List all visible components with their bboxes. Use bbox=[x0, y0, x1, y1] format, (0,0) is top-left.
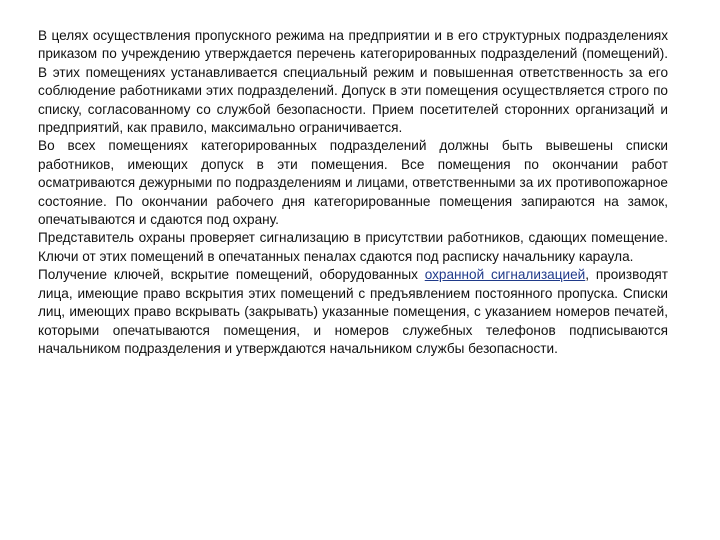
paragraph-3: Представитель охраны проверяет сигнализацию в присутствии работников, сдающих помещение. Ключи от этих помещений в опечатанных пеналах сдаются под расписку начальнику караула. bbox=[38, 230, 668, 264]
paragraph-4 bbox=[38, 266, 668, 358]
slide-text-body bbox=[38, 27, 668, 358]
security-alarm-link[interactable]: охранной сигнализацией bbox=[424, 267, 586, 283]
paragraph-2: Во всех помещениях категорированных подразделений должны быть вывешены списки работников, имеющих допуск в эти помещения. Все помещения по окончании работ осматриваются дежурными по подразделениям и лицами, ответственными за их противопожарное состояние. По окончании рабочего дня категорированные помещения запираются на замок, опечатываются и сдаются под охрану. bbox=[38, 138, 668, 228]
paragraph-4-end: , производят лица, имеющие право вскрытия этих помещений с предъявлением постоянного пропуска. Списки лиц, имеющих право вскрывать (закрывать) указанные помещения, с указанием номеров печатей, которыми опечатываются помещения, и номеров служебных телефонов подписываются начальником подразделения и утверждаются начальником службы безопасности. bbox=[38, 267, 668, 356]
paragraph-4-start: Получение ключей, вскрытие помещений, оборудованных bbox=[38, 267, 425, 283]
paragraph-1: В целях осуществления пропускного режима на предприятии и в его структурных подразделениях приказом по учреждению утверждается перечень категорированных подразделений (помещений). В этих помещениях устанавливается специальный режим и повышенная ответственность за его соблюдение работниками этих подразделений. Допуск в эти помещения осуществляется строго по списку, согласованному со службой безопасности. Прием посетителей сторонних организаций и предприятий, как правило, максимально ограничивается. bbox=[38, 28, 668, 136]
